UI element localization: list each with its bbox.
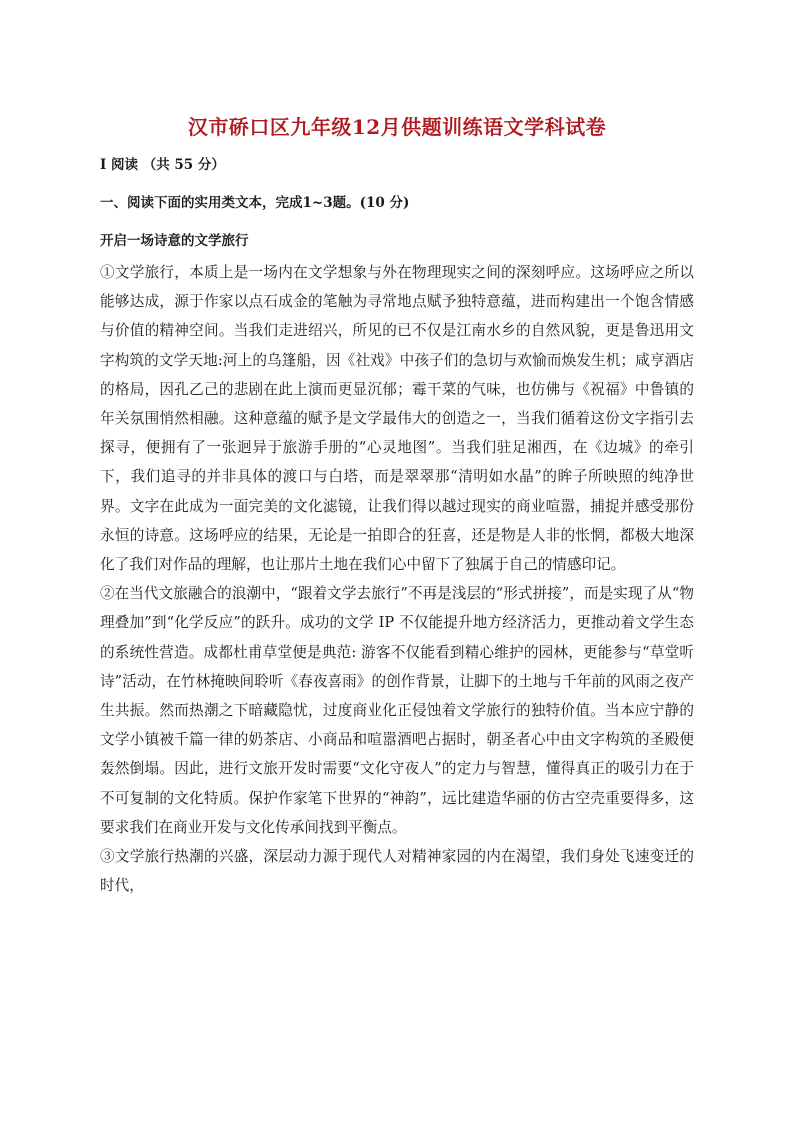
paragraph-1: ①文学旅行，本质上是一场内在文学想象与外在物理现实之间的深刻呼应。这场呼应之所以能够达成，源于作家以点石成金的笔触为寻常地点赋予独特意蕴，进而构建出一个饱含情感与价值的精神空间。当我们走进绍兴，所见的已不仅是江南水乡的自然风貌，更是鲁迅用文字构筑的文学天地:河上的乌篷船，因《社戏》中孩子们的急切与欢愉而焕发生机；咸亨酒店的格局，因孔乙己的悲剧在此上演而更显沉郁；霉干菜的气味，也仿佛与《祝福》中鲁镇的年关氛围悄然相融。这种意蕴的赋予是文学最伟大的创造之一，当我们循着这份文字指引去探寻，便拥有了一张迥异于旅游手册的“心灵地图”。当我们驻足湘西，在《边城》的牵引下，我们追寻的并非具体的渡口与白塔，而是翠翠那“清明如水晶”的眸子所映照的纯净世界。文字在此成为一面完美的文化滤镜，让我们得以越过现实的商业喧嚣，捕捉并感受那份永恒的诗意。这场呼应的结果，无论是一拍即合的狂喜，还是物是人非的怅惘，都极大地深化了我们对作品的理解，也让那片土地在我们心中留下了独属于自己的情感印记。 <box>100 264 694 574</box>
exam-title: 汉市硚口区九年级12月供题训练语文学科试卷 <box>187 115 607 139</box>
question-instruction: 一、阅读下面的实用类文本，完成1~3题。(10 分) <box>100 195 410 211</box>
article-title: 开启一场诗意的文学旅行 <box>100 233 249 249</box>
article-body <box>100 258 694 900</box>
paragraph-2: ②在当代文旅融合的浪潮中，“跟着文学去旅行”不再是浅层的“形式拼接”，而是实现了从“物理叠加”到“化学反应”的跃升。成功的文学 IP 不仅能提升地方经济活力，更推动着文学生态的系统性营造。成都杜甫草堂便是典范: 游客不仅能看到精心维护的园林，更能参与“草堂听诗”活动，在竹林掩映间聆听《春夜喜雨》的创作背景，让脚下的土地与千年前的风雨之夜产生共振。然而热潮之下暗藏隐忧，过度商业化正侵蚀着文学旅行的独特价值。当本应宁静的文学小镇被千篇一律的奶茶店、小商品和喧嚣酒吧占据时，朝圣者心中由文字构筑的圣殿便轰然倒塌。因此，进行文旅开发时需要“文化守夜人”的定力与智慧，懂得真正的吸引力在于不可复制的文化特质。保护作家笔下世界的“神韵”，远比建造华丽的仿古空壳重要得多，这要求我们在商业开发与文化传承间找到平衡点。 <box>100 585 694 836</box>
paragraph-3: ③文学旅行热潮的兴盛，深层动力源于现代人对精神家园的内在渴望，我们身处飞速变迁的时代， <box>100 848 694 895</box>
section-heading: I 阅读 （共 55 分） <box>100 157 225 173</box>
